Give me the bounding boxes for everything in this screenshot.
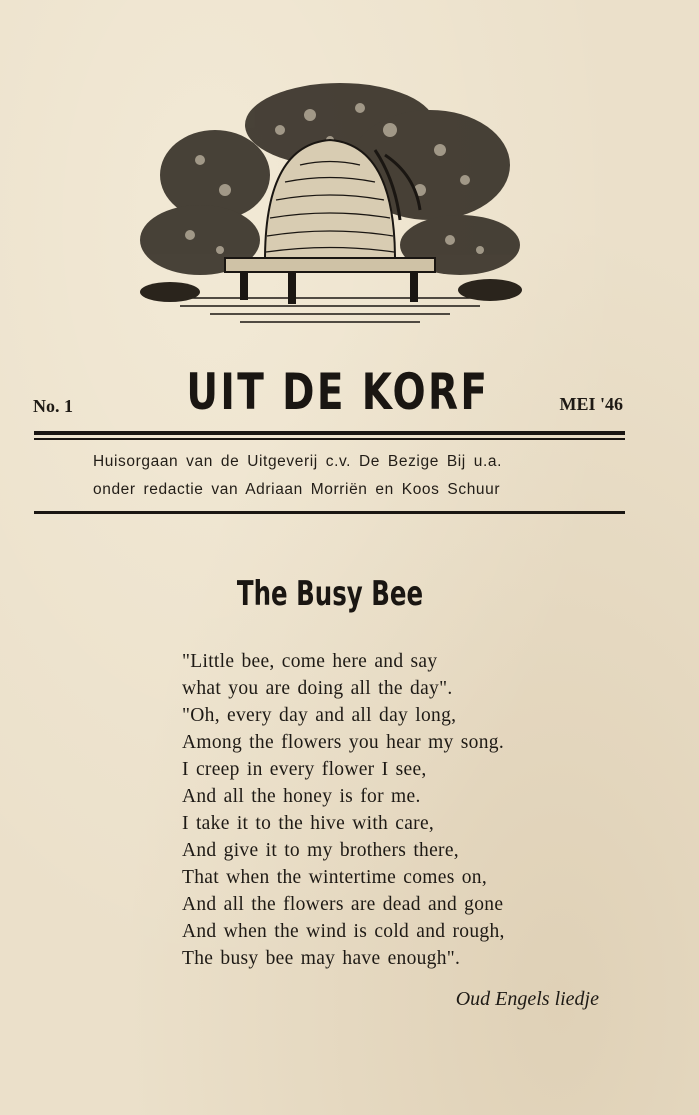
- issue-number: No. 1: [33, 396, 73, 416]
- beehive-engraving-icon: [130, 70, 530, 335]
- masthead-rule-thin: [34, 438, 625, 440]
- poem-line: what you are doing all the day".: [182, 678, 453, 699]
- poem-line: That when the wintertime comes on,: [182, 867, 488, 888]
- poem-line: "Little bee, come here and say: [182, 651, 438, 672]
- poem-line: And when the wind is cold and rough,: [182, 921, 505, 942]
- beehive-illustration: [130, 70, 530, 335]
- issue-date: MEI '46: [559, 394, 623, 414]
- poem-line: And give it to my brothers there,: [182, 840, 459, 861]
- subtitle-line-1: Huisorgaan van de Uitgeverij c.v. De Bezige Bij u.a.: [93, 453, 503, 470]
- poem-body: [182, 648, 602, 972]
- poem-line: And all the flowers are dead and gone: [182, 894, 504, 915]
- poem-line: Among the flowers you hear my song.: [182, 732, 504, 753]
- poem-line: The busy bee may have enough".: [182, 948, 461, 969]
- masthead-title: UIT DE KORF: [186, 363, 490, 421]
- subtitle-rule: [34, 511, 625, 514]
- poem-line: I take it to the hive with care,: [182, 813, 435, 834]
- poem-line: I creep in every flower I see,: [182, 759, 427, 780]
- subtitle-line-2: onder redactie van Adriaan Morriën en Koos Schuur: [93, 481, 501, 498]
- poem-attribution: Oud Engels liedje: [455, 988, 599, 1010]
- poem-line: And all the honey is for me.: [182, 786, 421, 807]
- masthead-rule-thick: [34, 431, 625, 435]
- poem-title: The Busy Bee: [236, 574, 424, 614]
- poem-line: "Oh, every day and all day long,: [182, 705, 457, 726]
